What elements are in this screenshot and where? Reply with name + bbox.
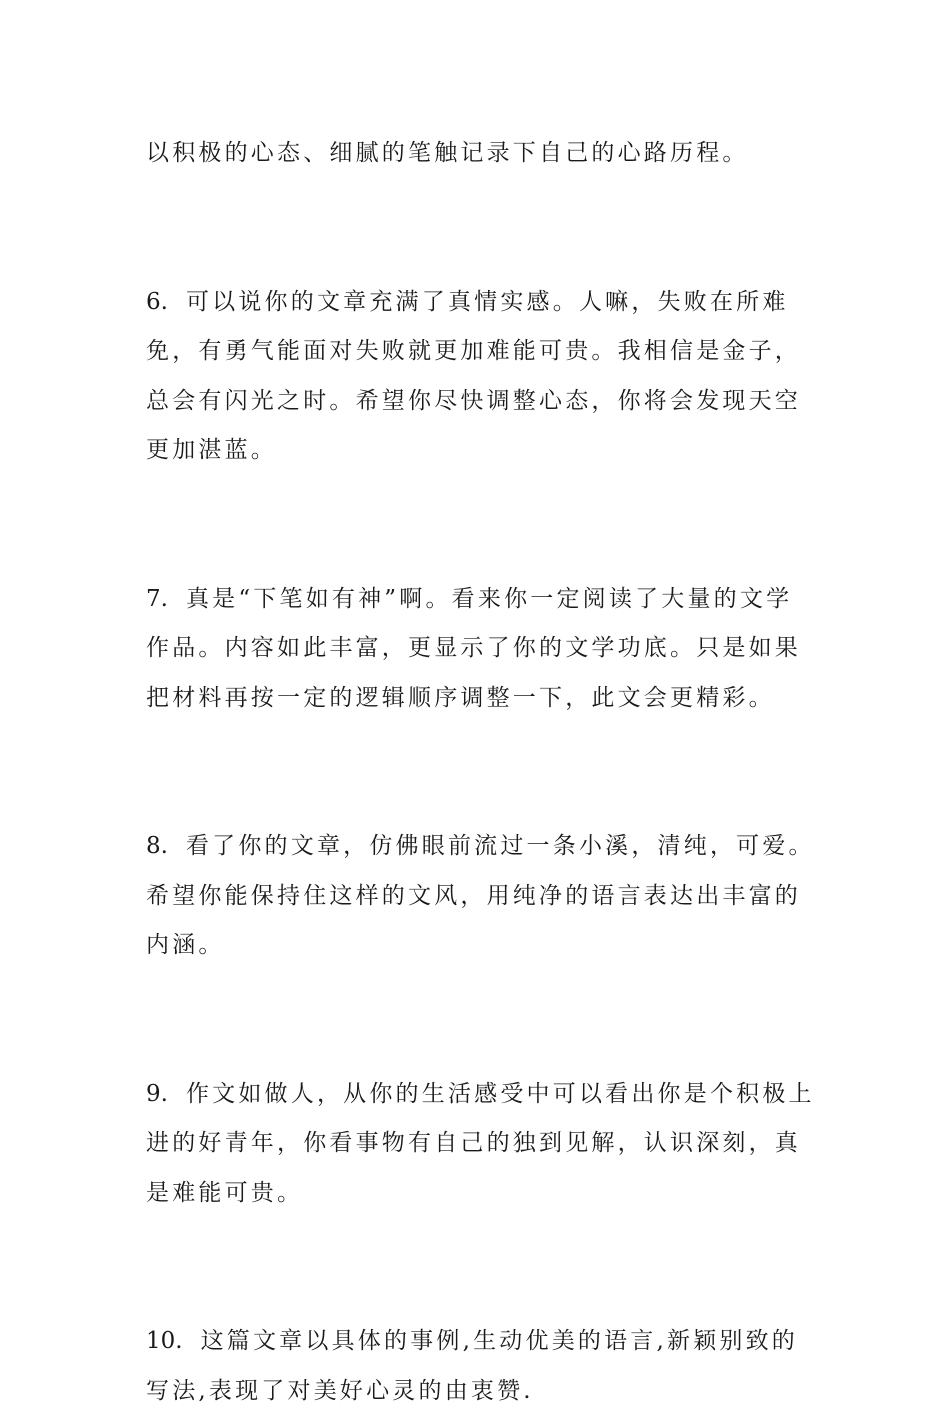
paragraph-gap: [146, 179, 816, 278]
paragraph-text: 以积极的心态、细腻的笔触记录下自己的心路历程。: [146, 140, 749, 166]
paragraph-text: 这篇文章以具体的事例,生动优美的语言,新颖别致的写法,表现了对美好心灵的由衷赞.: [146, 1328, 799, 1404]
paragraph-text: 看了你的文章，仿佛眼前流过一条小溪，清纯，可爱。希望你能保持住这样的文风，用纯净的语言表达出丰富的内涵。: [146, 833, 815, 958]
paragraph-gap: [146, 723, 816, 822]
paragraph-gap: [146, 476, 816, 575]
paragraph-gap: [146, 1218, 816, 1317]
paragraph-number: 9.: [146, 1080, 168, 1107]
paragraph-number: 8.: [146, 833, 168, 859]
comment-paragraph-8: [146, 822, 816, 971]
comment-paragraph-9: [146, 1070, 816, 1219]
paragraph-text: 真是“下笔如有神”啊。看来你一定阅读了大量的文学作品。内容如此丰富，更显示了你的文学功底。只是如果把材料再按一定的逻辑顺序调整一下，此文会更精彩。: [146, 585, 801, 711]
paragraph-continued: [146, 129, 816, 179]
paragraph-text: 作文如做人，从你的生活感受中可以看出你是个积极上进的好青年，你看事物有自己的独到见解，认识深刻，真是难能可贵。: [146, 1080, 815, 1206]
document-body: [146, 129, 816, 1416]
paragraph-number: 6.: [146, 288, 168, 315]
comment-paragraph-10: [146, 1317, 816, 1416]
paragraph-number: 10.: [146, 1328, 183, 1354]
comment-paragraph-7: [146, 575, 816, 724]
paragraph-text: 可以说你的文章充满了真情实感。人嘛，失败在所难免，有勇气能面对失败就更加难能可贵。我相信是金子，总会有闪光之时。希望你尽快调整心态，你将会发现天空更加湛蓝。: [146, 288, 801, 463]
paragraph-number: 7.: [146, 585, 168, 612]
comment-paragraph-6: [146, 278, 816, 476]
paragraph-gap: [146, 971, 816, 1070]
